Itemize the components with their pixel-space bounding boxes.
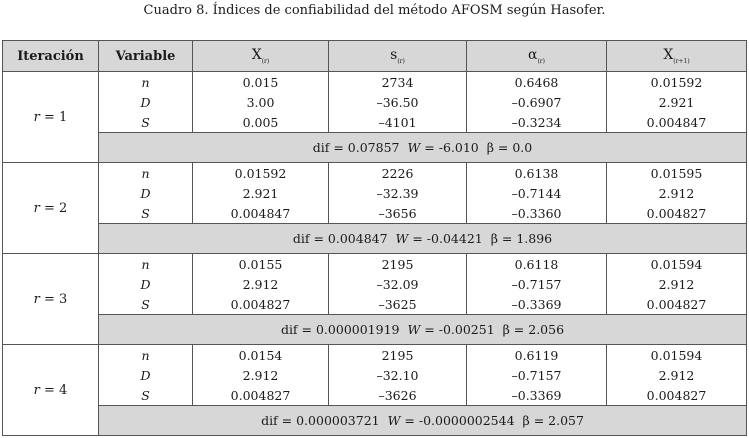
x-r-plus-1-cell: 0.004827 bbox=[607, 294, 747, 315]
x-r-cell: 2.921 bbox=[193, 183, 329, 203]
header-s-r: $s_{(r)}$ bbox=[329, 41, 467, 72]
iteration-label: r = 3 bbox=[3, 254, 99, 345]
w-value: = -0.04421 bbox=[408, 231, 483, 246]
table-row bbox=[3, 294, 747, 315]
s-r-cell: –36.50 bbox=[329, 92, 467, 112]
x-r-cell: 2.912 bbox=[193, 274, 329, 294]
x-r-cell: 0.0155 bbox=[193, 254, 329, 275]
x-r-plus-1-cell: 0.004847 bbox=[607, 112, 747, 133]
s-r-cell: 2195 bbox=[329, 345, 467, 366]
alpha-r-cell: –0.7157 bbox=[467, 365, 607, 385]
x-r-plus-1-cell: 0.01595 bbox=[607, 163, 747, 184]
table-row bbox=[3, 163, 747, 184]
w-label: W bbox=[387, 413, 401, 428]
alpha-r-cell: –0.3234 bbox=[467, 112, 607, 133]
summary-row bbox=[3, 315, 747, 345]
alpha-r-cell: –0.6907 bbox=[467, 92, 607, 112]
x-r-cell: 0.01592 bbox=[193, 163, 329, 184]
header-x-r-plus-1: $X_{(r+1)}$ bbox=[607, 41, 747, 72]
x-r-cell: 3.00 bbox=[193, 92, 329, 112]
header-variable: Variable bbox=[99, 41, 193, 72]
w-value: = -6.010 bbox=[420, 140, 479, 155]
table-row bbox=[3, 183, 747, 203]
alpha-r-cell: 0.6118 bbox=[467, 254, 607, 275]
w-value: = -0.0000002544 bbox=[400, 413, 515, 428]
s-r-cell: 2226 bbox=[329, 163, 467, 184]
alpha-r-cell: –0.3369 bbox=[467, 385, 607, 406]
alpha-r-cell: 0.6138 bbox=[467, 163, 607, 184]
dif-value: dif = 0.000001919 bbox=[280, 322, 400, 337]
x-r-plus-1-cell: 0.01592 bbox=[607, 72, 747, 93]
summary-cell bbox=[99, 315, 747, 345]
summary-row bbox=[3, 406, 747, 436]
table-row bbox=[3, 72, 747, 93]
x-r-plus-1-cell: 0.004827 bbox=[607, 203, 747, 224]
dif-value: dif = 0.004847 bbox=[292, 231, 388, 246]
s-r-cell: 2734 bbox=[329, 72, 467, 93]
table-row bbox=[3, 345, 747, 366]
variable-cell: n bbox=[99, 72, 193, 93]
variable-cell: D bbox=[99, 365, 193, 385]
w-label: W bbox=[395, 231, 409, 246]
variable-cell: n bbox=[99, 345, 193, 366]
alpha-r-cell: 0.6468 bbox=[467, 72, 607, 93]
s-r-cell: –3656 bbox=[329, 203, 467, 224]
s-r-cell: –4101 bbox=[329, 112, 467, 133]
header-alpha-r: $\alpha_{(r)}$ bbox=[467, 41, 607, 72]
iteration-label: r = 4 bbox=[3, 345, 99, 436]
alpha-r-cell: –0.7144 bbox=[467, 183, 607, 203]
alpha-r-cell: –0.3360 bbox=[467, 203, 607, 224]
variable-cell: n bbox=[99, 254, 193, 275]
x-r-plus-1-cell: 0.01594 bbox=[607, 345, 747, 366]
alpha-r-cell: 0.6119 bbox=[467, 345, 607, 366]
variable-cell: D bbox=[99, 183, 193, 203]
x-r-cell: 2.912 bbox=[193, 365, 329, 385]
variable-cell: D bbox=[99, 274, 193, 294]
x-r-cell: 0.005 bbox=[193, 112, 329, 133]
x-r-cell: 0.0154 bbox=[193, 345, 329, 366]
header-row bbox=[3, 41, 747, 72]
w-label: W bbox=[407, 322, 421, 337]
afosm-table bbox=[2, 40, 747, 436]
beta-value: β = 1.896 bbox=[490, 231, 553, 246]
summary-row bbox=[3, 133, 747, 163]
variable-cell: S bbox=[99, 385, 193, 406]
summary-row bbox=[3, 224, 747, 254]
summary-cell bbox=[99, 406, 747, 436]
beta-value: β = 0.0 bbox=[486, 140, 533, 155]
header-iteracion: Iteración bbox=[3, 41, 99, 72]
x-r-plus-1-cell: 2.912 bbox=[607, 183, 747, 203]
summary-cell bbox=[99, 133, 747, 163]
s-r-cell: –3625 bbox=[329, 294, 467, 315]
x-r-plus-1-cell: 0.004827 bbox=[607, 385, 747, 406]
variable-cell: S bbox=[99, 294, 193, 315]
s-r-cell: –3626 bbox=[329, 385, 467, 406]
x-r-plus-1-cell: 2.912 bbox=[607, 274, 747, 294]
alpha-r-cell: –0.7157 bbox=[467, 274, 607, 294]
s-r-cell: –32.09 bbox=[329, 274, 467, 294]
x-r-cell: 0.004827 bbox=[193, 385, 329, 406]
table-row bbox=[3, 274, 747, 294]
dif-value: dif = 0.07857 bbox=[312, 140, 400, 155]
alpha-r-cell: –0.3369 bbox=[467, 294, 607, 315]
variable-cell: D bbox=[99, 92, 193, 112]
x-r-plus-1-cell: 2.912 bbox=[607, 365, 747, 385]
table-row bbox=[3, 385, 747, 406]
x-r-cell: 0.015 bbox=[193, 72, 329, 93]
x-r-cell: 0.004847 bbox=[193, 203, 329, 224]
table-row bbox=[3, 203, 747, 224]
w-value: = -0.00251 bbox=[420, 322, 495, 337]
s-r-cell: –32.39 bbox=[329, 183, 467, 203]
x-r-cell: 0.004827 bbox=[193, 294, 329, 315]
table-row bbox=[3, 112, 747, 133]
x-r-plus-1-cell: 0.01594 bbox=[607, 254, 747, 275]
summary-cell bbox=[99, 224, 747, 254]
table-row bbox=[3, 365, 747, 385]
s-r-cell: –32.10 bbox=[329, 365, 467, 385]
table-caption: Cuadro 8. Índices de confiabilidad del método AFOSM según Hasofer. bbox=[143, 3, 606, 18]
dif-value: dif = 0.000003721 bbox=[261, 413, 380, 428]
x-r-plus-1-cell: 2.921 bbox=[607, 92, 747, 112]
iteration-label: r = 1 bbox=[3, 72, 99, 163]
s-r-cell: 2195 bbox=[329, 254, 467, 275]
table-row bbox=[3, 254, 747, 275]
variable-cell: S bbox=[99, 112, 193, 133]
variable-cell: n bbox=[99, 163, 193, 184]
table-row bbox=[3, 92, 747, 112]
beta-value: β = 2.057 bbox=[522, 413, 584, 428]
iteration-label: r = 2 bbox=[3, 163, 99, 254]
variable-cell: S bbox=[99, 203, 193, 224]
header-x-r: $X_{(r)}$ bbox=[193, 41, 329, 72]
w-label: W bbox=[407, 140, 421, 155]
beta-value: β = 2.056 bbox=[502, 322, 565, 337]
